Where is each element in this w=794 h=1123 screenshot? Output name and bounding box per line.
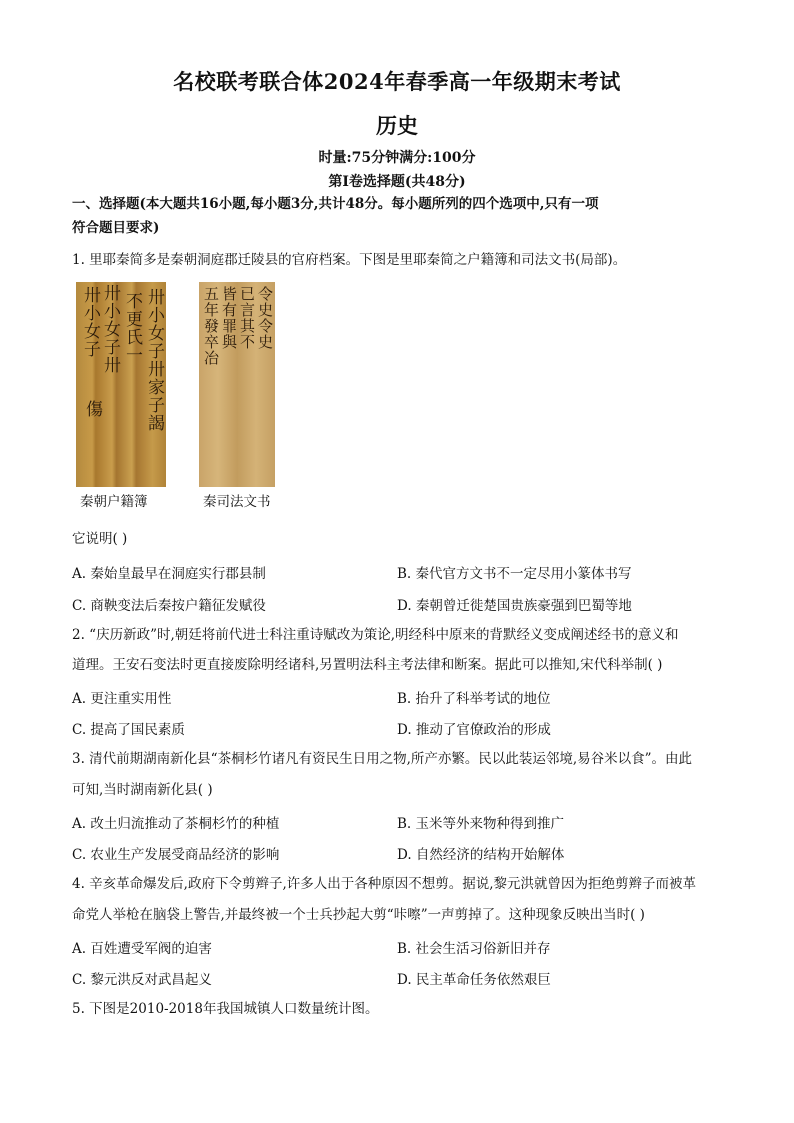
q2-option-b[interactable]: B. 抬升了科举考试的地位: [397, 691, 551, 707]
slip-text: 已言其不: [238, 286, 256, 350]
q3-option-b[interactable]: B. 玉米等外来物种得到推广: [397, 816, 565, 832]
instructions-line-1: 一、选择题(本大题共16小题,每小题3分,共计48分。每小题所列的四个选项中,只有一项: [72, 196, 599, 212]
question-1-tail: 它说明( ): [72, 531, 128, 547]
question-2-stem-2: 道理。王安石变法时更直接废除明经诸科,另置明法科主考法律和断案。据此可以推知,宋代科举制( ): [72, 657, 663, 673]
q2-option-a[interactable]: A. 更注重实用性: [72, 691, 172, 707]
instructions-line-2: 符合题目要求): [72, 220, 160, 236]
subject-title: 历史: [376, 113, 418, 138]
q1-option-b[interactable]: B. 秦代官方文书不一定尽用小篆体书写: [397, 566, 632, 582]
q1-option-c[interactable]: C. 商鞅变法后秦按户籍征发赋役: [72, 598, 266, 614]
q1-option-d[interactable]: D. 秦朝曾迁徙楚国贵族豪强到巴蜀等地: [397, 598, 632, 614]
image-caption-judicial: 秦司法文书: [203, 494, 271, 510]
slip-text: 五年發卒冶: [202, 286, 220, 366]
qin-household-register-image: [76, 282, 166, 487]
slip-text: 皆有罪與: [220, 286, 238, 350]
slip-text: 卅小女子: [80, 286, 100, 358]
q4-option-d[interactable]: D. 民主革命任务依然艰巨: [397, 972, 551, 988]
q2-option-d[interactable]: D. 推动了官僚政治的形成: [397, 722, 551, 738]
q1-option-a[interactable]: A. 秦始皇最早在洞庭实行郡县制: [72, 566, 266, 582]
question-3-stem-2: 可知,当时湖南新化县( ): [72, 782, 213, 798]
question-4-stem-1: 4. 辛亥革命爆发后,政府下令剪辫子,许多人出于各种原因不想剪。据说,黎元洪就曾因为拒绝剪辫子而被革: [72, 876, 697, 892]
q4-option-b[interactable]: B. 社会生活习俗新旧并存: [397, 941, 551, 957]
question-1-stem: 1. 里耶秦简多是秦朝洞庭郡迁陵县的官府档案。下图是里耶秦简之户籍簿和司法文书(局部)。: [72, 252, 627, 268]
q3-option-c[interactable]: C. 农业生产发展受商品经济的影响: [72, 847, 280, 863]
q4-option-a[interactable]: A. 百姓遭受军阀的迫害: [72, 941, 212, 957]
q3-option-a[interactable]: A. 改土归流推动了茶桐杉竹的种植: [72, 816, 280, 832]
question-4-stem-2: 命党人举枪在脑袋上警告,并最终被一个士兵抄起大剪“咔嚓”一声剪掉了。这种现象反映出当时( ): [72, 907, 645, 923]
slip-text: 令史令史: [256, 286, 274, 350]
slip-text: 卅小女子卅家子謁: [144, 288, 164, 432]
slip-text: 傷: [82, 400, 102, 418]
section-title: 第Ⅰ卷选择题(共48分): [328, 174, 466, 190]
question-5-stem: 5. 下图是2010-2018年我国城镇人口数量统计图。: [72, 1001, 379, 1017]
image-caption-household: 秦朝户籍簿: [80, 494, 148, 510]
q3-option-d[interactable]: D. 自然经济的结构开始解体: [397, 847, 565, 863]
question-2-stem-1: 2. “庆历新政”时,朝廷将前代进士科注重诗赋改为策论,明经科中原来的背默经义变成阐述经书的意义和: [72, 627, 679, 643]
exam-title: 名校联考联合体2024年春季高一年级期末考试: [173, 69, 621, 94]
question-3-stem-1: 3. 清代前期湖南新化县“茶桐杉竹诸凡有资民生日用之物,所产亦繁。民以此装运邻境,易谷米以食”。由此: [72, 751, 693, 767]
slip-text: 卅小女子卅: [100, 284, 120, 374]
slip-text: 不更氏一: [122, 292, 142, 364]
q4-option-c[interactable]: C. 黎元洪反对武昌起义: [72, 972, 212, 988]
qin-judicial-document-image: [199, 282, 275, 487]
q2-option-c[interactable]: C. 提高了国民素质: [72, 722, 185, 738]
exam-info: 时量:75分钟满分:100分: [318, 150, 476, 166]
